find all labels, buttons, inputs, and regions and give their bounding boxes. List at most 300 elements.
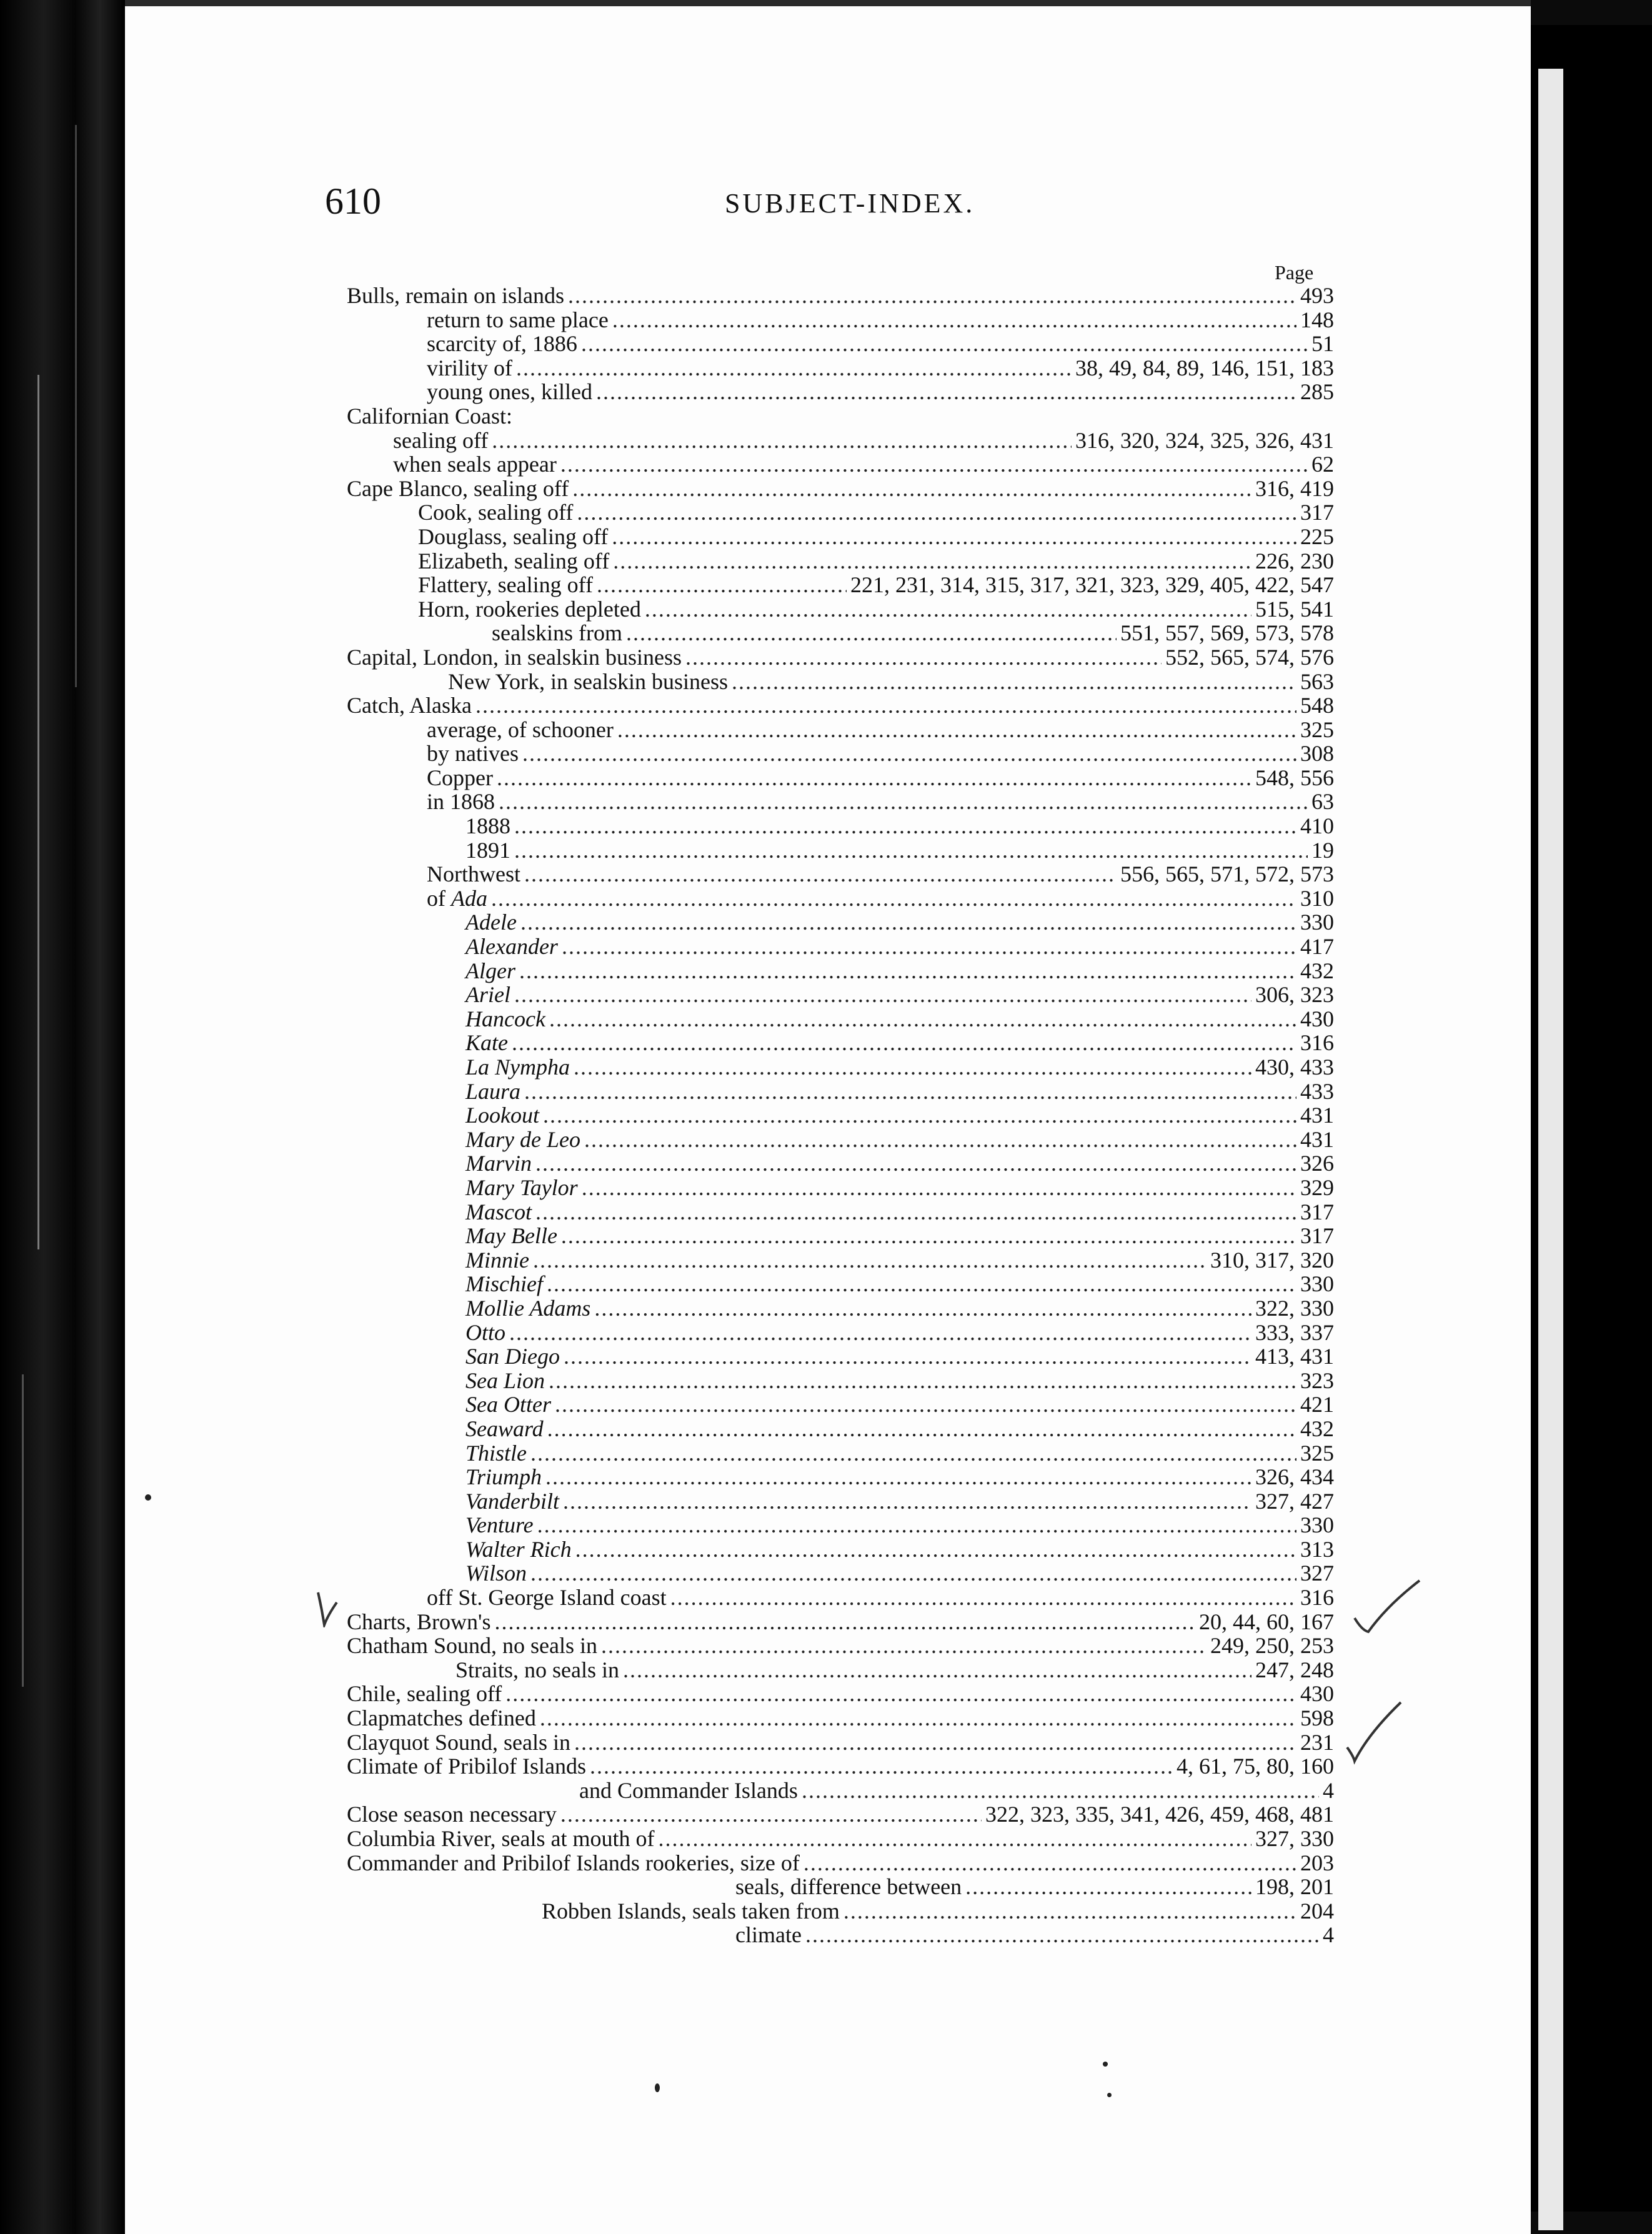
page-references: 316 xyxy=(1300,1030,1334,1056)
page-references: 317 xyxy=(1300,1199,1334,1224)
entry-heading xyxy=(347,282,564,309)
dot-leader xyxy=(562,933,1296,960)
index-entry xyxy=(347,1416,1334,1440)
index-entry xyxy=(347,958,1334,982)
index-entry xyxy=(347,1464,1334,1488)
index-entry xyxy=(347,1680,1334,1705)
index-entry xyxy=(347,451,1334,475)
index-entry xyxy=(347,427,1334,452)
page-references: 204 xyxy=(1300,1898,1334,1924)
page-references: 431 xyxy=(1300,1126,1334,1152)
entry-text: Chile, sealing off xyxy=(347,1681,502,1707)
index-entry xyxy=(347,403,1334,427)
vessel-name: Otto xyxy=(465,1319,506,1345)
index-entry xyxy=(347,1150,1334,1174)
entry-text: sealing off xyxy=(393,427,489,453)
entry-heading xyxy=(347,1657,619,1683)
page-references: 326 xyxy=(1300,1151,1334,1176)
page-references: 430 xyxy=(1300,1006,1334,1031)
entry-text: Robben Islands, seals taken from xyxy=(542,1898,840,1924)
entry-heading xyxy=(347,1126,580,1153)
dot-leader xyxy=(520,909,1296,935)
page-references: 430, 433 xyxy=(1255,1055,1334,1080)
entry-heading xyxy=(347,1729,570,1755)
page-references: 327 xyxy=(1300,1561,1334,1586)
page-references: 417 xyxy=(1300,934,1334,960)
entry-text: scarcity of, 1886 xyxy=(427,331,577,357)
entry-heading xyxy=(347,1078,520,1105)
page-references: 325 xyxy=(1300,1440,1334,1466)
page-references: 198, 201 xyxy=(1255,1874,1334,1900)
dot-leader xyxy=(524,1078,1296,1105)
dot-leader xyxy=(564,1343,1251,1369)
dot-leader xyxy=(514,981,1251,1008)
vessel-name: Vanderbilt xyxy=(465,1488,559,1514)
page-references: 316, 320, 324, 325, 326, 431 xyxy=(1075,427,1334,453)
pencil-check-mark xyxy=(1350,1568,1425,1643)
index-entry xyxy=(347,1922,1334,1946)
page-references: 548 xyxy=(1300,693,1334,718)
index-entry xyxy=(347,1319,1334,1344)
dot-leader xyxy=(535,1199,1296,1225)
index-entry xyxy=(347,1729,1334,1754)
entry-text: Capital, London, in sealskin business xyxy=(347,644,682,670)
index-entry xyxy=(347,1850,1334,1874)
page-references: 310, 317, 320 xyxy=(1210,1247,1334,1273)
dot-leader xyxy=(584,1126,1296,1153)
dot-leader xyxy=(543,1102,1296,1128)
page-references: 598 xyxy=(1300,1705,1334,1731)
dot-leader xyxy=(685,644,1162,670)
vessel-name: San Diego xyxy=(465,1344,560,1369)
dot-leader xyxy=(659,1825,1252,1852)
page-references: 413, 431 xyxy=(1255,1344,1334,1369)
entry-heading xyxy=(347,1006,545,1032)
page-references: 203 xyxy=(1300,1850,1334,1875)
page-references: 4 xyxy=(1323,1777,1334,1803)
entry-heading xyxy=(347,1753,586,1779)
index-entry xyxy=(347,1584,1334,1609)
index-entry xyxy=(347,1609,1334,1633)
page-references: 326, 434 xyxy=(1255,1464,1334,1490)
dot-leader xyxy=(547,1416,1296,1442)
entry-heading xyxy=(347,330,577,357)
page-references: 323 xyxy=(1300,1368,1334,1393)
page-references: 330 xyxy=(1300,910,1334,935)
page-references: 316, 419 xyxy=(1255,475,1334,501)
index-entry xyxy=(347,1102,1334,1126)
entry-heading xyxy=(347,524,608,550)
entry-text: sealskins from xyxy=(492,620,622,646)
entry-text: young ones, killed xyxy=(427,379,592,405)
dot-leader xyxy=(494,1609,1195,1635)
binding-thread xyxy=(37,375,39,1249)
entry-text: Cook, sealing off xyxy=(418,500,574,525)
page-references: 51 xyxy=(1311,331,1334,357)
dot-leader xyxy=(843,1898,1296,1924)
dot-leader xyxy=(617,717,1296,743)
binding-thread xyxy=(22,1374,24,1687)
index-entry xyxy=(347,1753,1334,1777)
index-entries xyxy=(347,282,1334,1946)
index-entry xyxy=(347,1295,1334,1319)
entry-text: Close season necessary xyxy=(347,1802,557,1827)
index-entry xyxy=(347,981,1334,1006)
vessel-name: Mary de Leo xyxy=(465,1126,580,1152)
entry-heading xyxy=(347,1440,527,1466)
dot-leader xyxy=(549,1006,1296,1032)
entry-heading xyxy=(347,596,641,622)
vessel-name: Triumph xyxy=(465,1464,542,1490)
index-entry xyxy=(347,475,1334,500)
dot-leader xyxy=(626,620,1117,646)
entry-heading xyxy=(347,1609,490,1635)
page-references: 421 xyxy=(1300,1392,1334,1417)
page-references: 430 xyxy=(1300,1681,1334,1707)
entry-heading xyxy=(347,1199,532,1225)
dot-leader xyxy=(549,1368,1296,1394)
entry-heading xyxy=(347,1825,655,1852)
dot-leader xyxy=(623,1657,1251,1683)
dot-leader xyxy=(522,740,1296,767)
index-entry xyxy=(347,1174,1334,1199)
entry-heading xyxy=(347,740,519,767)
page-references: 231 xyxy=(1300,1729,1334,1755)
entry-text: Clapmatches defined xyxy=(347,1705,536,1731)
entry-heading xyxy=(347,861,520,887)
pencil-check-mark xyxy=(1343,1696,1406,1765)
index-entry xyxy=(347,644,1334,668)
page-references: 62 xyxy=(1311,452,1334,477)
index-entry xyxy=(347,379,1334,403)
entry-text: Columbia River, seals at mouth of xyxy=(347,1826,655,1851)
dot-leader xyxy=(530,1440,1296,1466)
entry-heading xyxy=(347,1247,529,1273)
dot-leader xyxy=(519,958,1296,984)
page-references: 330 xyxy=(1300,1271,1334,1297)
entry-heading xyxy=(347,1584,667,1611)
entry-text: by natives xyxy=(427,741,519,767)
index-entry xyxy=(347,620,1334,644)
dot-leader xyxy=(560,451,1308,477)
entry-heading xyxy=(347,1632,597,1659)
vessel-name: La Nympha xyxy=(465,1055,570,1080)
entry-heading xyxy=(347,885,487,911)
vessel-name: Walter Rich xyxy=(465,1536,572,1562)
vessel-name: Kate xyxy=(465,1030,508,1056)
page-references: 4, 61, 75, 80, 160 xyxy=(1177,1754,1334,1779)
dot-leader xyxy=(804,1850,1296,1876)
index-entry xyxy=(347,1126,1334,1151)
entry-heading xyxy=(347,1319,505,1346)
vessel-name: Minnie xyxy=(465,1247,529,1273)
page-references: 327, 427 xyxy=(1255,1488,1334,1514)
index-entry xyxy=(347,717,1334,741)
entry-heading xyxy=(347,1898,840,1924)
page-references: 552, 565, 574, 576 xyxy=(1165,644,1334,670)
page-references: 148 xyxy=(1300,307,1334,332)
dot-leader xyxy=(612,524,1296,550)
entry-text: Charts, Brown's xyxy=(347,1609,491,1634)
index-entry xyxy=(347,499,1334,524)
ink-speck xyxy=(145,1494,151,1501)
dot-leader xyxy=(505,1680,1296,1707)
entry-heading xyxy=(347,933,558,960)
entry-text: Horn, rookeries depleted xyxy=(418,596,641,622)
entry-heading xyxy=(347,958,515,984)
dot-leader xyxy=(491,885,1296,911)
entry-heading xyxy=(347,1416,544,1442)
index-entry xyxy=(347,1343,1334,1368)
page-column-heading: Page xyxy=(1275,261,1314,284)
entry-text: virility of xyxy=(427,355,512,380)
entry-heading xyxy=(347,1030,508,1056)
index-entry xyxy=(347,765,1334,789)
index-entry xyxy=(347,1391,1334,1416)
dot-leader xyxy=(581,330,1308,357)
index-entry xyxy=(347,1247,1334,1271)
page-references: 322, 330 xyxy=(1255,1295,1334,1321)
dot-leader xyxy=(530,1560,1296,1586)
page-references: 317 xyxy=(1300,500,1334,525)
entry-heading xyxy=(347,1223,557,1249)
entry-text: return to same place xyxy=(427,307,609,332)
entry-heading xyxy=(347,909,517,935)
dot-leader xyxy=(594,1295,1251,1321)
entry-heading xyxy=(347,1512,534,1538)
page-references: 20, 44, 60, 167 xyxy=(1199,1609,1334,1634)
index-entry xyxy=(347,692,1334,717)
dot-leader xyxy=(492,427,1072,454)
index-entry xyxy=(347,1006,1334,1030)
entry-text: Bulls, remain on islands xyxy=(347,283,564,308)
index-entry xyxy=(347,1078,1334,1103)
dot-leader xyxy=(965,1874,1251,1900)
index-entry xyxy=(347,885,1334,910)
entry-heading xyxy=(347,1777,798,1804)
entry-heading xyxy=(347,788,495,815)
dot-leader xyxy=(563,1488,1251,1514)
index-entry xyxy=(347,933,1334,958)
index-entry xyxy=(347,1705,1334,1729)
page-references: 322, 323, 335, 341, 426, 459, 468, 481 xyxy=(985,1802,1334,1827)
index-entry xyxy=(347,1271,1334,1295)
page-references: 313 xyxy=(1300,1536,1334,1562)
entry-heading xyxy=(347,1464,542,1490)
entry-text: Climate of Pribilof Islands xyxy=(347,1754,586,1779)
entry-heading xyxy=(347,451,557,477)
running-header: SUBJECT-INDEX. xyxy=(725,188,975,219)
entry-text: Flattery, sealing off xyxy=(418,572,593,598)
entry-heading xyxy=(347,475,569,502)
dot-leader xyxy=(590,1753,1173,1779)
entry-heading xyxy=(347,692,472,718)
binding-thread xyxy=(75,125,77,687)
dot-leader xyxy=(805,1922,1319,1948)
dot-leader xyxy=(540,1705,1296,1731)
index-entry xyxy=(347,1440,1334,1464)
entry-heading xyxy=(347,1271,543,1297)
index-entry xyxy=(347,813,1334,837)
dot-leader xyxy=(575,1536,1296,1562)
entry-text: and Commander Islands xyxy=(579,1777,798,1803)
entry-heading xyxy=(347,1488,559,1514)
entry-heading xyxy=(347,620,622,646)
entry-heading xyxy=(347,668,728,695)
page-references: 556, 565, 571, 572, 573 xyxy=(1120,861,1334,887)
entry-text: seals, difference between xyxy=(735,1874,962,1900)
vessel-name: Mischief xyxy=(465,1271,543,1297)
index-entry xyxy=(347,330,1334,355)
dot-leader xyxy=(533,1247,1207,1273)
dot-leader xyxy=(545,1464,1251,1490)
index-entry xyxy=(347,548,1334,572)
dot-leader xyxy=(537,1512,1296,1538)
page-references: 327, 330 xyxy=(1255,1826,1334,1851)
page-references: 306, 323 xyxy=(1255,982,1334,1008)
dot-leader xyxy=(555,1391,1296,1417)
ink-speck xyxy=(1103,2062,1108,2067)
dot-leader xyxy=(560,1801,982,1827)
index-entry xyxy=(347,1223,1334,1247)
dot-leader xyxy=(524,861,1117,887)
entry-heading xyxy=(347,307,609,333)
entry-heading xyxy=(347,1560,527,1586)
entry-heading xyxy=(347,572,593,598)
entry-heading xyxy=(347,427,488,454)
entry-text: climate xyxy=(735,1922,802,1948)
entry-text: Copper xyxy=(427,765,493,790)
dot-leader xyxy=(670,1584,1296,1611)
entry-heading xyxy=(347,837,510,863)
index-entry xyxy=(347,307,1334,331)
page-references: 515, 541 xyxy=(1255,596,1334,622)
page-references: 38, 49, 84, 89, 146, 151, 183 xyxy=(1075,355,1334,380)
page-references: 329 xyxy=(1300,1174,1334,1200)
entry-heading xyxy=(347,981,510,1008)
index-entry xyxy=(347,1777,1334,1802)
dot-leader xyxy=(612,307,1296,333)
index-entry xyxy=(347,1560,1334,1584)
page-references: 310 xyxy=(1300,885,1334,911)
page-references: 308 xyxy=(1300,741,1334,767)
index-entry xyxy=(347,1801,1334,1825)
dot-leader xyxy=(596,379,1296,405)
page-references: 431 xyxy=(1300,1103,1334,1128)
entry-text: average, of schooner xyxy=(427,717,614,742)
entry-text: 1888 xyxy=(465,813,510,839)
page-references: 226, 230 xyxy=(1255,548,1334,573)
index-entry xyxy=(347,1030,1334,1054)
dot-leader xyxy=(512,1030,1296,1056)
index-entry xyxy=(347,1199,1334,1223)
index-entry xyxy=(347,282,1334,307)
page-references: 63 xyxy=(1311,789,1334,815)
page-references: 247, 248 xyxy=(1255,1657,1334,1682)
entry-heading xyxy=(347,1536,572,1562)
vessel-name: Mollie Adams xyxy=(465,1295,591,1321)
entry-heading xyxy=(347,1368,545,1394)
dot-leader xyxy=(499,788,1308,815)
entry-text: Elizabeth, sealing off xyxy=(418,548,610,573)
index-entry xyxy=(347,1488,1334,1512)
dot-leader xyxy=(516,355,1072,381)
index-entry xyxy=(347,524,1334,548)
page-references: 433 xyxy=(1300,1078,1334,1104)
page-references: 221, 231, 314, 315, 317, 321, 323, 329, 405, 422, 547 xyxy=(850,572,1334,598)
entry-text: Commander and Pribilof Islands rookeries, size of xyxy=(347,1850,800,1875)
dot-leader xyxy=(475,692,1296,718)
book-spine xyxy=(0,0,125,2234)
index-entry xyxy=(347,909,1334,933)
entry-heading xyxy=(347,1391,551,1417)
vessel-name: Alexander xyxy=(465,934,558,960)
entry-text: in 1868 xyxy=(427,789,495,815)
index-entry xyxy=(347,1632,1334,1657)
page-references: 19 xyxy=(1311,837,1334,863)
page-references: 249, 250, 253 xyxy=(1210,1633,1334,1659)
vessel-name: Thistle xyxy=(465,1440,527,1466)
entry-heading xyxy=(347,403,512,429)
entry-text: off St. George Island coast xyxy=(427,1585,667,1611)
vessel-name: Mary Taylor xyxy=(465,1174,578,1200)
dot-leader xyxy=(645,596,1251,622)
page-references: 548, 556 xyxy=(1255,765,1334,790)
entry-heading xyxy=(347,1343,560,1369)
entry-heading xyxy=(347,355,512,381)
page-references: 410 xyxy=(1300,813,1334,839)
index-entry xyxy=(347,572,1334,596)
index-entry xyxy=(347,1657,1334,1681)
index-entry xyxy=(347,1536,1334,1561)
entry-heading xyxy=(347,1295,590,1321)
page-references: 432 xyxy=(1300,1416,1334,1441)
index-entry xyxy=(347,1368,1334,1392)
entry-text: Northwest xyxy=(427,861,520,887)
dot-leader xyxy=(613,548,1251,574)
page-references: 330 xyxy=(1300,1512,1334,1538)
entry-heading xyxy=(347,499,573,525)
dot-leader xyxy=(568,282,1296,309)
entry-heading xyxy=(347,1102,539,1128)
vessel-name: Ada xyxy=(451,885,487,911)
entry-heading xyxy=(347,1680,502,1707)
vessel-name: Sea Otter xyxy=(465,1392,551,1417)
dot-leader xyxy=(572,475,1251,502)
ink-speck xyxy=(1107,2093,1112,2097)
index-entry xyxy=(347,740,1334,765)
vessel-name: Laura xyxy=(465,1078,521,1104)
entry-text: Douglass, sealing off xyxy=(418,524,609,549)
dot-leader xyxy=(582,1174,1296,1201)
dot-leader xyxy=(577,499,1296,525)
index-entry xyxy=(347,596,1334,620)
entry-heading xyxy=(347,548,609,574)
index-entry xyxy=(347,355,1334,379)
entry-heading xyxy=(347,717,614,743)
entry-heading xyxy=(347,1150,532,1176)
vessel-name: Seaward xyxy=(465,1416,544,1441)
entry-text: Clayquot Sound, seals in xyxy=(347,1729,570,1755)
vessel-name: Alger xyxy=(465,958,515,983)
entry-heading xyxy=(347,1850,800,1876)
page-number: 610 xyxy=(325,181,381,222)
dot-leader xyxy=(601,1632,1207,1659)
pencil-check-mark xyxy=(316,1590,341,1627)
page-references: 316 xyxy=(1300,1585,1334,1611)
dot-leader xyxy=(802,1777,1319,1804)
index-entry xyxy=(347,1874,1334,1898)
